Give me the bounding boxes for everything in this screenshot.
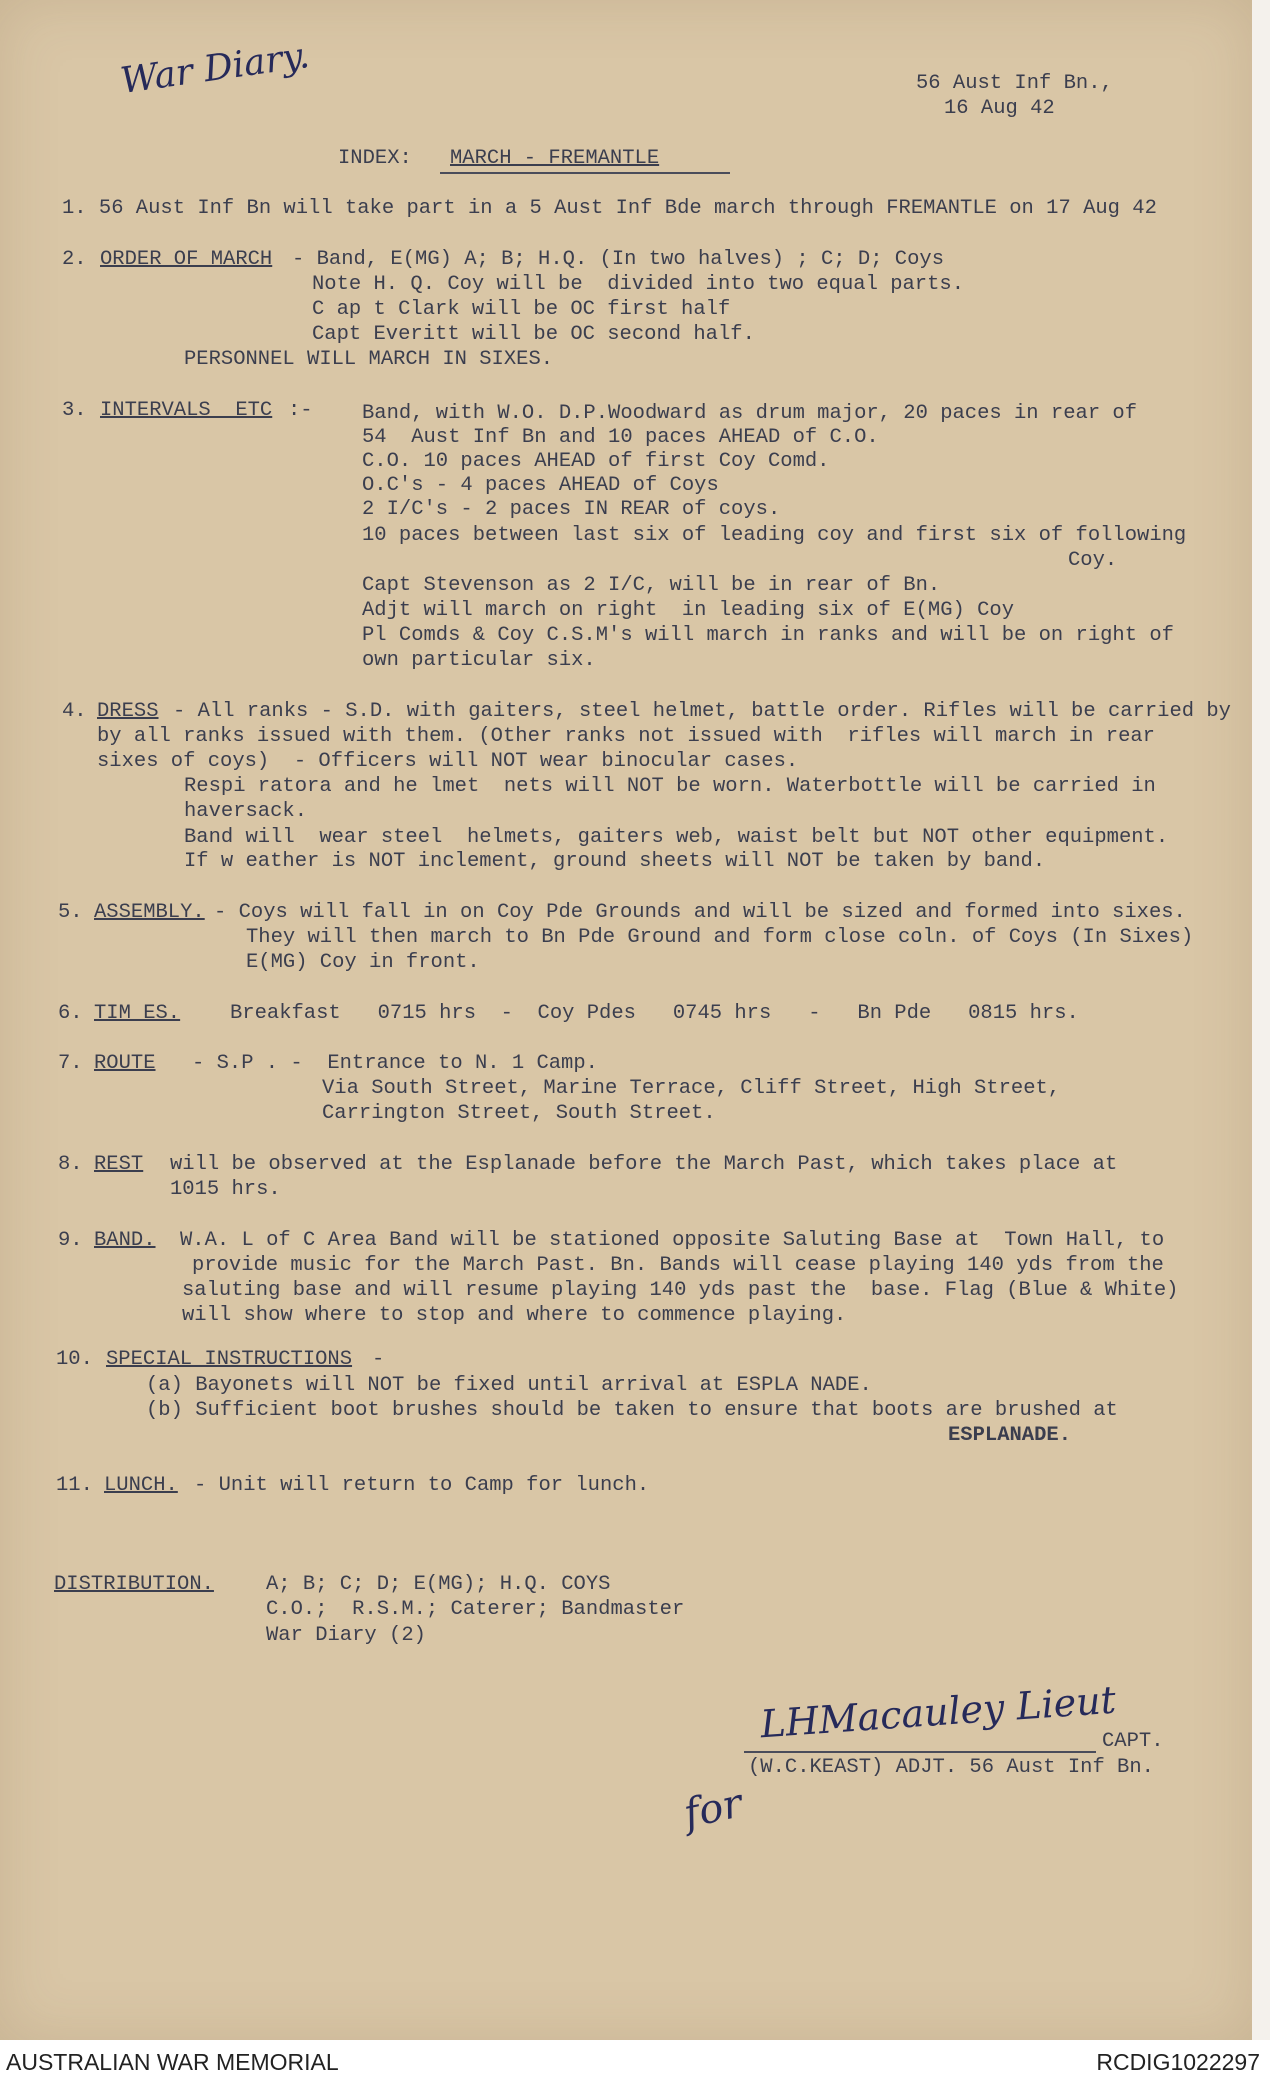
para-5-line: E(MG) Coy in front. — [246, 951, 480, 974]
para-3-heading: INTERVALS ETC — [100, 399, 273, 422]
para-10-heading: SPECIAL INSTRUCTIONS — [106, 1348, 353, 1371]
para-9-number: 9. — [58, 1229, 83, 1252]
distribution-label: DISTRIBUTION. — [54, 1573, 214, 1596]
para-3-line: 54 Aust Inf Bn and 10 paces AHEAD of C.O. — [362, 426, 879, 449]
para-9-line: saluting base and will resume playing 140 yds past the base. Flag (Blue & White) — [182, 1279, 1179, 1302]
signature-name: (W.C.KEAST) ADJT. 56 Aust Inf Bn. — [748, 1756, 1154, 1779]
para-3-line: O.C's - 4 paces AHEAD of Coys — [362, 474, 719, 497]
para-2-line: - Band, E(MG) A; B; H.Q. (In two halves) ; C; D; Coys — [292, 248, 945, 271]
para-4-line: If w eather is NOT inclement, ground sheets will NOT be taken by band. — [184, 850, 1046, 873]
para-4-line: - All ranks - S.D. with gaiters, steel helmet, battle order. Rifles will be carried by — [173, 700, 1231, 723]
signature-line — [744, 1751, 1096, 1753]
para-2-line: C ap t Clark will be OC first half — [312, 298, 731, 321]
para-10-sep: - — [372, 1348, 385, 1371]
handwritten-title: War Diary. — [118, 34, 312, 103]
archive-footer — [0, 2043, 1270, 2081]
para-5-heading: ASSEMBLY. — [94, 901, 205, 924]
footer-record-id: RCDIG1022297 — [1096, 2049, 1260, 2075]
page-edge — [1252, 0, 1270, 2040]
paragraph-1: 1. 56 Aust Inf Bn will take part in a 5 Aust Inf Bde march through FREMANTLE on 17 Aug 42 — [62, 197, 1157, 220]
para-3-line: Band, with W.O. D.P.Woodward as drum major, 20 paces in rear of — [362, 402, 1138, 425]
para-7-number: 7. — [58, 1052, 83, 1075]
date-header: 16 Aug 42 — [944, 97, 1055, 120]
para-4-number: 4. — [62, 700, 87, 723]
signature-rank: CAPT. — [1102, 1730, 1164, 1753]
para-3-line: Pl Comds & Coy C.S.M's will march in ranks and will be on right of — [362, 624, 1174, 647]
para-3-number: 3. — [62, 399, 87, 422]
para-9-heading: BAND. — [94, 1229, 156, 1252]
para-4-line: sixes of coys) - Officers will NOT wear binocular cases. — [97, 750, 799, 773]
para-10-line: ESPLANADE. — [948, 1424, 1072, 1447]
para-3-line: 2 I/C's - 2 paces IN REAR of coys. — [362, 498, 781, 521]
para-10-line: (a) Bayonets will NOT be fixed until arrival at ESPLA NADE. — [146, 1374, 872, 1397]
para-11-heading: LUNCH. — [104, 1474, 178, 1497]
para-10-line: (b) Sufficient boot brushes should be taken to ensure that boots are brushed at — [146, 1399, 1118, 1422]
para-3-line: Adjt will march on right in leading six of E(MG) Coy — [362, 599, 1015, 622]
para-7-line: Via South Street, Marine Terrace, Cliff Street, High Street, — [322, 1077, 1061, 1100]
para-4-line: by all ranks issued with them. (Other ranks not issued with rifles will march in rear — [97, 725, 1155, 748]
para-6-heading: TIM ES. — [94, 1002, 181, 1025]
para-7-line: Carrington Street, South Street. — [322, 1102, 716, 1125]
para-3-sep: :- — [288, 399, 313, 422]
para-5-line: They will then march to Bn Pde Ground and form close coln. of Coys (In Sixes) — [246, 926, 1194, 949]
para-4-heading: DRESS — [97, 700, 159, 723]
footer-institution: AUSTRALIAN WAR MEMORIAL — [6, 2049, 339, 2075]
para-2-line: Capt Everitt will be OC second half. — [312, 323, 755, 346]
para-4-line: Band will wear steel helmets, gaiters web, waist belt but NOT other equipment. — [184, 826, 1169, 849]
distribution-line: C.O.; R.S.M.; Caterer; Bandmaster — [266, 1598, 685, 1621]
index-underline — [440, 172, 730, 174]
para-5-number: 5. — [58, 901, 83, 924]
para-5-line: - Coys will fall in on Coy Pde Grounds and will be sized and formed into sixes. — [214, 901, 1186, 924]
unit-header: 56 Aust Inf Bn., — [916, 72, 1113, 95]
para-8-line: 1015 hrs. — [170, 1178, 281, 1201]
para-4-line: Respi ratora and he lmet nets will NOT be worn. Waterbottle will be carried in — [184, 775, 1156, 798]
para-6-line: Breakfast 0715 hrs - Coy Pdes 0745 hrs - Bn Pde 0815 hrs. — [230, 1002, 1079, 1025]
para-11-line: - Unit will return to Camp for lunch. — [194, 1474, 650, 1497]
index-label: INDEX: — [338, 147, 412, 170]
para-4-line: haversack. — [184, 800, 308, 823]
handwritten-for: for — [679, 1780, 747, 1838]
para-10-number: 10. — [56, 1348, 93, 1371]
para-9-line: will show where to stop and where to commence playing. — [182, 1304, 847, 1327]
handwritten-signature: LHMacauley Lieut — [758, 1677, 1118, 1747]
para-7-heading: ROUTE — [94, 1052, 156, 1075]
para-2-number: 2. — [62, 248, 87, 271]
para-11-number: 11. — [56, 1474, 93, 1497]
para-3-line: C.O. 10 paces AHEAD of first Coy Comd. — [362, 450, 830, 473]
distribution-line: War Diary (2) — [266, 1624, 426, 1647]
para-2-line: PERSONNEL WILL MARCH IN SIXES. — [184, 348, 554, 371]
para-3-line: own particular six. — [362, 649, 596, 672]
para-3-line: Capt Stevenson as 2 I/C, will be in rear of Bn. — [362, 574, 941, 597]
para-8-heading: REST — [94, 1153, 144, 1176]
para-2-line: Note H. Q. Coy will be divided into two equal parts. — [312, 273, 965, 296]
para-8-line: will be observed at the Esplanade before the March Past, which takes place at — [170, 1153, 1118, 1176]
para-2-heading: ORDER OF MARCH — [100, 248, 273, 271]
para-7-line: - S.P . - Entrance to N. 1 Camp. — [192, 1052, 598, 1075]
para-9-line: provide music for the March Past. Bn. Bands will cease playing 140 yds from the — [192, 1254, 1164, 1277]
para-3-line: Coy. — [1068, 549, 1118, 572]
para-6-number: 6. — [58, 1002, 83, 1025]
para-9-line: W.A. L of C Area Band will be stationed opposite Saluting Base at Town Hall, to — [180, 1229, 1165, 1252]
para-8-number: 8. — [58, 1153, 83, 1176]
index-title: MARCH - FREMANTLE — [450, 147, 660, 170]
para-3-line: 10 paces between last six of leading coy and first six of following — [362, 524, 1187, 547]
distribution-line: A; B; C; D; E(MG); H.Q. COYS — [266, 1573, 611, 1596]
